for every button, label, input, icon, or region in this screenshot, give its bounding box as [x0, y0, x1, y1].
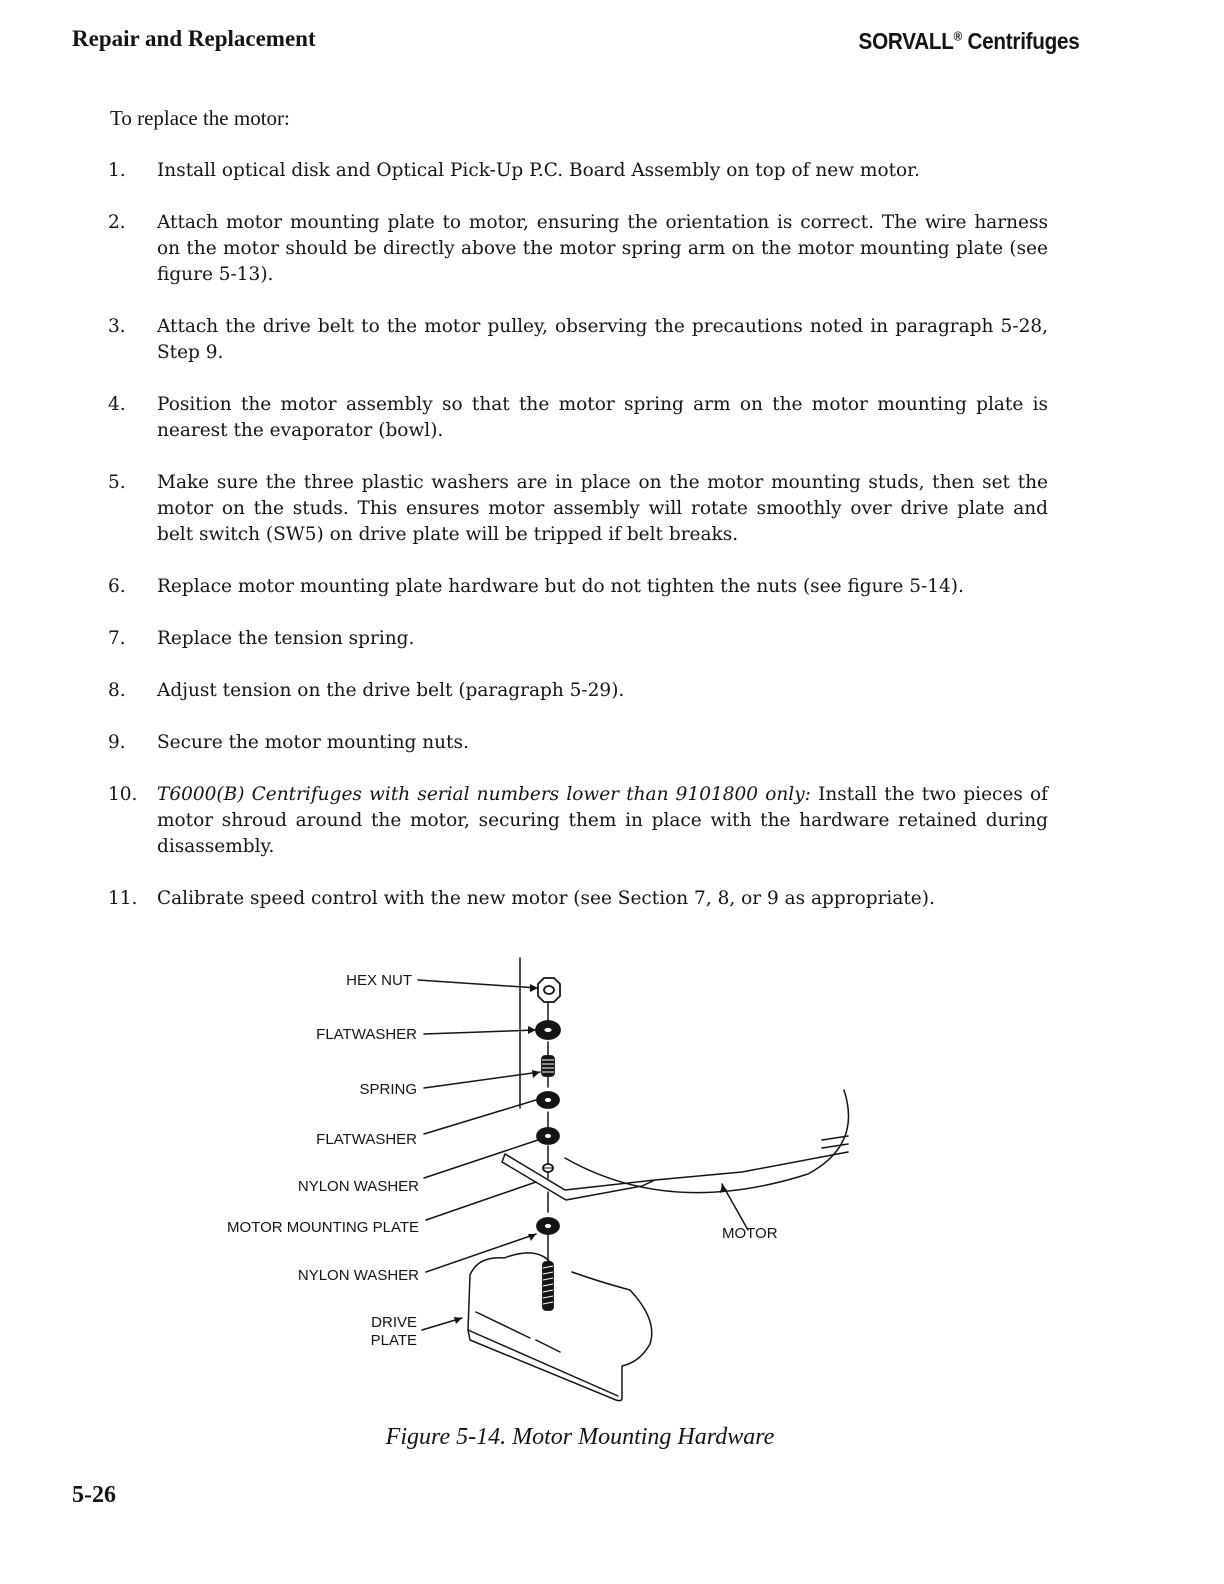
step-text: Make sure the three plastic washers are in place on the motor mounting studs, then set the motor on the studs. This ensures motor assembly will rotate smoothly over drive plate and belt switch (SW5) on drive plate will be tripped if belt breaks. [157, 472, 1048, 545]
flatwasher-top [536, 1021, 560, 1039]
step-number: 7. [108, 628, 126, 649]
step-text: Replace motor mounting plate hardware but do not tighten the nuts (see figure 5-14). [157, 576, 964, 597]
step-11 [108, 886, 1048, 912]
label-nylon-washer-top: NYLON WASHER [297, 1178, 419, 1195]
arrowhead [532, 1070, 540, 1078]
arrowhead [528, 1234, 536, 1241]
step-6 [108, 574, 1048, 600]
nylon-washer-bottom [537, 1218, 559, 1234]
label-nylon-washer-bottom: NYLON WASHER [297, 1267, 419, 1284]
step-text: Adjust tension on the drive belt (paragraph 5-29). [157, 680, 625, 701]
brand-product: Centrifuges [967, 28, 1080, 54]
brand-header [859, 28, 1080, 55]
arrowhead [528, 1026, 536, 1034]
step-text: Secure the motor mounting nuts. [157, 732, 469, 753]
step-qualifier: T6000(B) Centrifuges with serial numbers lower than 9101800 only: [157, 784, 811, 805]
step-5 [108, 470, 1048, 548]
step-text: Calibrate speed control with the new motor (see Section 7, 8, or 9 as appropriate). [157, 888, 935, 909]
page-number: 5-26 [72, 1482, 116, 1508]
step-10 [108, 782, 1048, 860]
label-motor: MOTOR [722, 1225, 778, 1242]
step-number: 9. [108, 732, 126, 753]
step-number: 5. [108, 472, 126, 493]
leader-motor-mounting-plate [426, 1182, 536, 1220]
step-1 [108, 158, 1048, 184]
label-motor-mounting-plate: MOTOR MOUNTING PLATE [227, 1219, 419, 1236]
step-number: 3. [108, 316, 126, 337]
section-title: Repair and Replacement [72, 26, 316, 51]
label-drive: DRIVE [371, 1314, 417, 1331]
step-number: 11. [108, 888, 138, 909]
drive-plate [468, 1253, 652, 1401]
step-3 [108, 314, 1048, 366]
step-number: 4. [108, 394, 126, 415]
procedure-intro: To replace the motor: [110, 106, 290, 130]
step-number: 10. [108, 784, 138, 805]
arrowhead [454, 1317, 462, 1324]
step-8 [108, 678, 1048, 704]
step-text: Position the motor assembly so that the motor spring arm on the motor mounting plate is nearest the evaporator (bowl). [157, 394, 1048, 441]
brand-name: SORVALL [859, 28, 955, 54]
flatwasher-lower [537, 1092, 559, 1108]
step-text: Install optical disk and Optical Pick-Up P.C. Board Assembly on top of new motor. [157, 160, 920, 181]
label-plate: PLATE [370, 1332, 417, 1349]
threaded-stud [543, 1262, 553, 1310]
leader-nylon-washer-top [424, 1140, 538, 1178]
leader-spring [424, 1072, 540, 1088]
registered-mark: ® [954, 28, 963, 44]
step-number: 1. [108, 160, 126, 181]
hex-nut [538, 978, 560, 1002]
step-text: Replace the tension spring. [157, 628, 415, 649]
leader-flatwasher-top [424, 1030, 536, 1034]
drive-plate-edge [476, 1312, 560, 1352]
arrowhead [530, 984, 538, 992]
motor-mounting-figure [200, 950, 880, 1410]
step-number: 6. [108, 576, 126, 597]
step-text: Attach motor mounting plate to motor, ensuring the orientation is correct. The wire harness on the motor should be directly above the motor spring arm on the motor mounting plate (see figure 5-13). [157, 212, 1048, 285]
label-flatwasher-lower: FLATWASHER [316, 1131, 417, 1148]
leader-flatwasher-lower [424, 1100, 536, 1134]
step-7 [108, 626, 1048, 652]
step-4 [108, 392, 1048, 444]
mounting-hole [543, 1164, 553, 1172]
label-flatwasher-top: FLATWASHER [316, 1026, 417, 1043]
label-hex-nut: HEX NUT [346, 972, 412, 989]
step-2 [108, 210, 1048, 288]
motor-mounting-plate [502, 1152, 848, 1200]
motor-outline [565, 1090, 849, 1193]
figure-caption: Figure 5-14. Motor Mounting Hardware [385, 1424, 775, 1450]
nylon-washer-top [537, 1128, 559, 1144]
motor-mounting-diagram [200, 950, 880, 1410]
spring [542, 1056, 554, 1076]
step-text: Attach the drive belt to the motor pulley, observing the precautions noted in paragraph 5-28, Step 9. [157, 316, 1048, 363]
procedure-steps [108, 158, 1048, 938]
label-spring: SPRING [359, 1081, 417, 1098]
step-text: Install the two pieces of motor shroud around the motor, securing them in place with the hardware retained during disassembly. [157, 784, 1049, 857]
step-number: 2. [108, 212, 126, 233]
step-number: 8. [108, 680, 126, 701]
step-9 [108, 730, 1048, 756]
